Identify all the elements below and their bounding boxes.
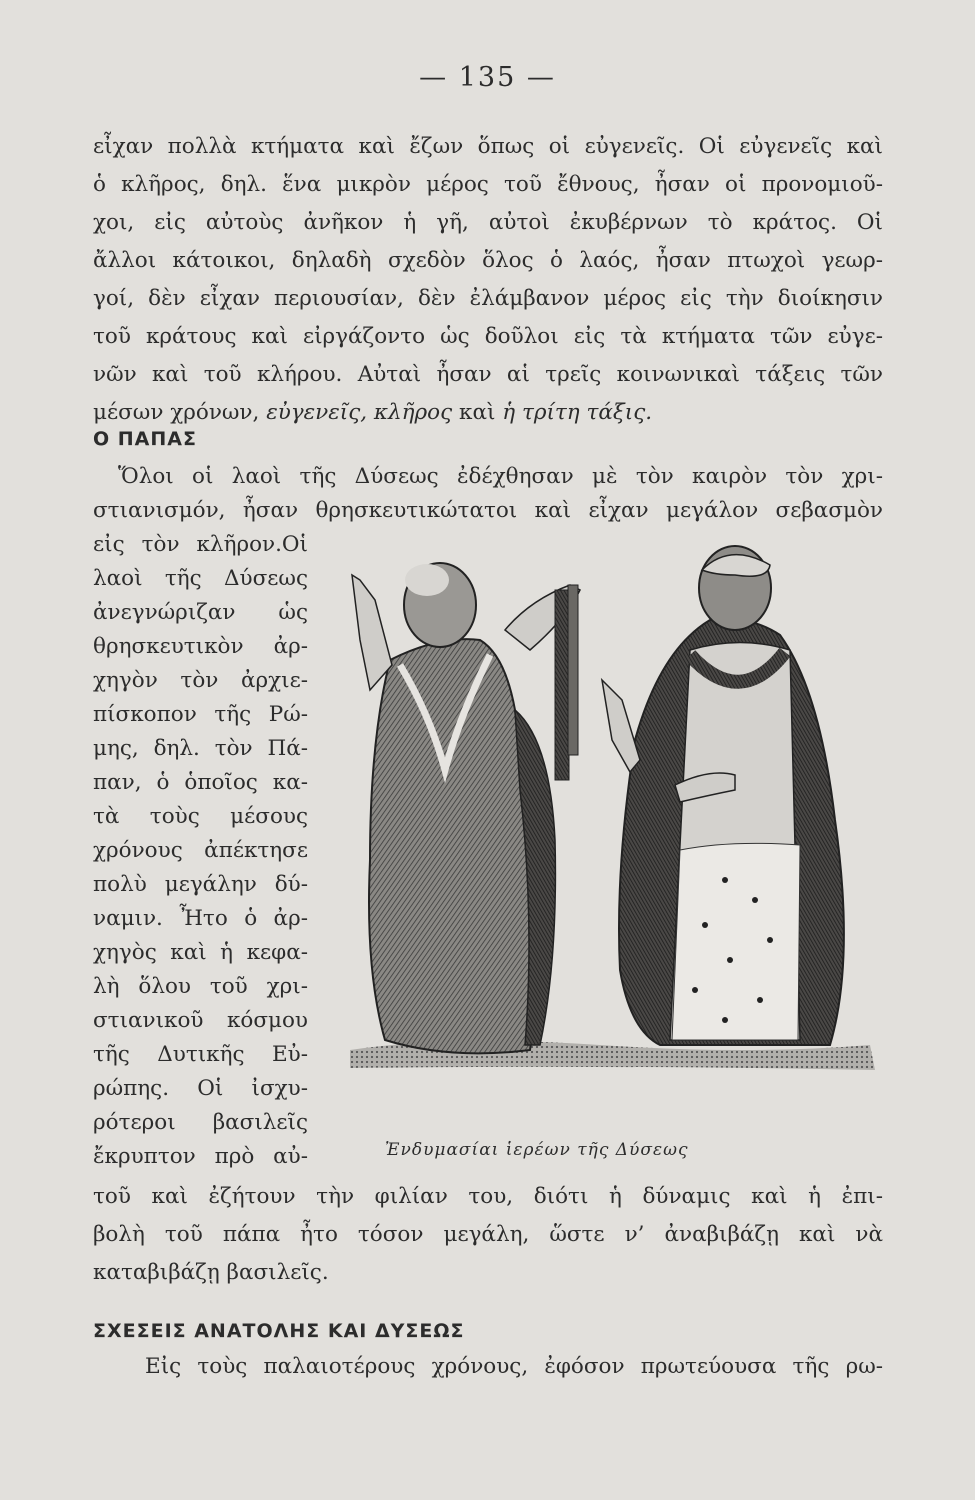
figure-caption: Ἐνδυμασίαι ἱερέων τῆς Δύσεως <box>385 1140 689 1160</box>
para2-wrap-line: χηγὸς καὶ ἡ κεφα- <box>93 940 308 965</box>
para2-wrap-line: χηγὸν τὸν ἀρχιε- <box>93 668 308 693</box>
para2-line: στιανισμόν, ἦσαν θρησκευτικώτατοι καὶ εἶχαν μεγάλον σεβασμὸν <box>93 498 883 523</box>
para3-line: Εἰς τοὺς παλαιοτέρους χρόνους, ἐφόσον πρωτεύουσα τῆς ρω- <box>145 1354 883 1379</box>
para2-wrap-line: ρώπης. Οἱ ἰσχυ- <box>93 1076 308 1101</box>
para2-wrap-line: χρόνους ἀπέκτησε <box>93 838 308 863</box>
para2-wrap-line: θρησκευτικὸν ἀρ- <box>93 634 308 659</box>
para2-wrap-line: ἔκρυπτον πρὸ αὐ- <box>93 1144 308 1169</box>
para2-wrap-line: μης, δηλ. τὸν Πά- <box>93 736 308 761</box>
para2-tail-line: βολὴ τοῦ πάπα ἦτο τόσον μεγάλη, ὥστε ν’ ἀναβιβάζῃ καὶ νὰ <box>93 1222 883 1247</box>
para2-wrap-line: τῆς Δυτικῆς Εὐ- <box>93 1042 308 1067</box>
para2-wrap-line: πολὺ μεγάλην δύ- <box>93 872 308 897</box>
para2-wrap-line: λαοὶ τῆς Δύσεως <box>93 566 308 591</box>
para2-tail-line: τοῦ καὶ ἐζήτουν τὴν φιλίαν του, διότι ἡ δύναμις καὶ ἡ ἐπι- <box>93 1184 883 1209</box>
para1-last-line <box>93 398 883 429</box>
para1-line: χοι, εἰς αὐτοὺς ἀνῆκον ἡ γῆ, αὐτοὶ ἐκυβέρνων τὸ κράτος. Οἱ <box>93 210 883 235</box>
para1-line: νῶν καὶ τοῦ κλήρου. Αὐταὶ ἦσαν αἱ τρεῖς κοινωνικαὶ τάξεις τῶν <box>93 362 883 387</box>
para1-line: ἄλλοι κάτοικοι, δηλαδὴ σχεδὸν ὅλος ὁ λαός, ἦσαν πτωχοὶ γεωρ- <box>93 248 883 273</box>
right-priest-figure <box>602 546 844 1045</box>
para1-line: γοί, δὲν εἶχαν περιουσίαν, δὲν ἐλάμβανον μέρος εἰς τὴν διοίκησιν <box>93 286 883 311</box>
para2-wrap-line: ἀνεγνώριζαν ὡς <box>93 600 308 625</box>
para2-tail-line: καταβιβάζῃ βασιλεῖς. <box>93 1260 329 1285</box>
para2-line: Ὅλοι οἱ λαοὶ τῆς Δύσεως ἐδέχθησαν μὲ τὸν καιρὸν τὸν χρι- <box>118 464 883 489</box>
para1-last-plain: μέσων χρόνων, <box>93 400 267 425</box>
section-heading-east-west: ΣΧΕΣΕΙΣ ΑΝΑΤΟΛΗΣ ΚΑΙ ΔΥΣΕΩΣ <box>93 1320 465 1342</box>
para2-wrap-line: λὴ ὅλου τοῦ χρι- <box>93 974 308 999</box>
para2-wrap-line: τὰ τοὺς μέσους <box>93 804 308 829</box>
priests-illustration <box>330 540 875 1095</box>
section-heading-pope: Ο ΠΑΠΑΣ <box>93 428 197 450</box>
para2-wrap-line: ρότεροι βασιλεῖς <box>93 1110 308 1135</box>
para1-line: τοῦ κράτους καὶ εἰργάζοντο ὡς δοῦλοι εἰς τὰ κτήματα τῶν εὐγε- <box>93 324 883 349</box>
page-number: — 135 — <box>419 62 556 93</box>
para2-wrap-line: ναμιν. Ἦτο ὁ ἀρ- <box>93 906 308 931</box>
para2-wrap-line: εἰς τὸν κλῆρον.Οἱ <box>93 532 308 557</box>
para2-wrap-line: παν, ὁ ὁποῖος κα- <box>93 770 308 795</box>
para2-wrap-line: πίσκοπον τῆς Ρώ- <box>93 702 308 727</box>
para2-wrap-line: στιανικοῦ κόσμου <box>93 1008 308 1033</box>
left-priest-figure <box>352 563 580 1053</box>
para1-line: ὁ κλῆρος, δηλ. ἕνα μικρὸν μέρος τοῦ ἔθνους, ἦσαν οἱ προνομιοῦ- <box>93 172 883 197</box>
para1-line: εἶχαν πολλὰ κτήματα καὶ ἔζων ὅπως οἱ εὐγενεῖς. Οἱ εὐγενεῖς καὶ <box>93 134 883 159</box>
para1-last-italic2: ἡ τρίτη τάξις. <box>502 400 653 425</box>
para1-last-mid: καὶ <box>452 400 503 425</box>
para1-last-italic1: εὐγενεῖς, κλῆρος <box>266 400 453 425</box>
